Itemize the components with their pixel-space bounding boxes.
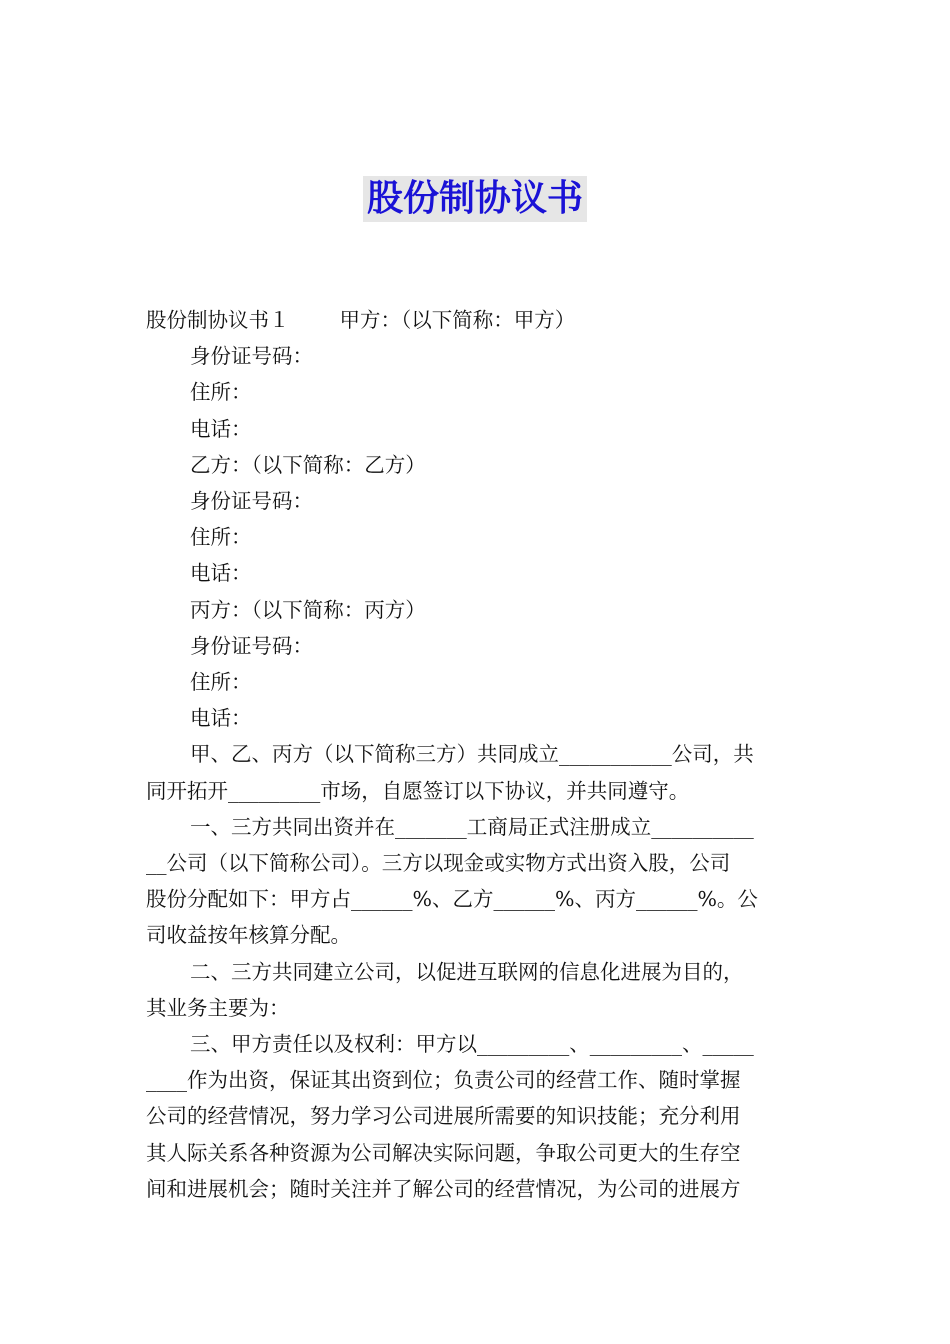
paragraph-line: 住所： <box>190 670 252 695</box>
party-a-label: 甲方：（以下简称：甲方） <box>339 308 576 332</box>
paragraph-line: 电话： <box>190 561 252 586</box>
paragraph-line: 间和进展机会；随时关注并了解公司的经营情况，为公司的进展方 <box>146 1176 741 1201</box>
paragraph-line: 身份证号码： <box>190 633 313 658</box>
paragraph-line: 乙方：（以下简称：乙方） <box>190 452 426 477</box>
paragraph-line: 一、三方共同出资并在_______工商局正式注册成立__________ <box>190 814 754 839</box>
paragraph-line: 电话： <box>190 416 252 441</box>
paragraph-line: 三、甲方责任以及权利：甲方以_________、_________、_____ <box>190 1032 754 1057</box>
paragraph-line: 身份证号码： <box>190 344 313 369</box>
paragraph-line <box>146 302 808 338</box>
document-title: 股份制协议书 <box>363 176 587 222</box>
paragraph-line: 住所： <box>190 380 252 405</box>
paragraph-line: 其业务主要为： <box>146 995 290 1020</box>
paragraph-line: 丙方：（以下简称：丙方） <box>190 597 426 622</box>
paragraph-line: 二、三方共同建立公司，以促进互联网的信息化进展为目的， <box>190 959 744 984</box>
document-body <box>146 302 808 1207</box>
paragraph-line: 身份证号码： <box>190 489 313 514</box>
paragraph-line: 住所： <box>190 525 252 550</box>
title-container <box>0 176 950 222</box>
paragraph-line: 股份分配如下：甲方占______%、乙方______%、丙方______%。公 <box>146 887 758 912</box>
paragraph-line: 司收益按年核算分配。 <box>146 923 351 948</box>
paragraph-line: ____作为出资，保证其出资到位；负责公司的经营工作、随时掌握 <box>146 1068 741 1093</box>
paragraph-line: __公司（以下简称公司）。三方以现金或实物方式出资入股，公司 <box>146 851 731 876</box>
heading-inline: 股份制协议书１ <box>146 308 290 332</box>
paragraph-line: 其人际关系各种资源为公司解决实际问题，争取公司更大的生存空 <box>146 1140 741 1165</box>
paragraph-line: 甲、乙、丙方（以下简称三方）共同成立___________公司，共 <box>190 742 754 767</box>
paragraph-line: 公司的经营情况，努力学习公司进展所需要的知识技能；充分利用 <box>146 1104 741 1129</box>
paragraph-line: 电话： <box>190 706 252 731</box>
paragraph-line: 同开拓开_________市场，自愿签订以下协议，并共同遵守。 <box>146 778 690 803</box>
